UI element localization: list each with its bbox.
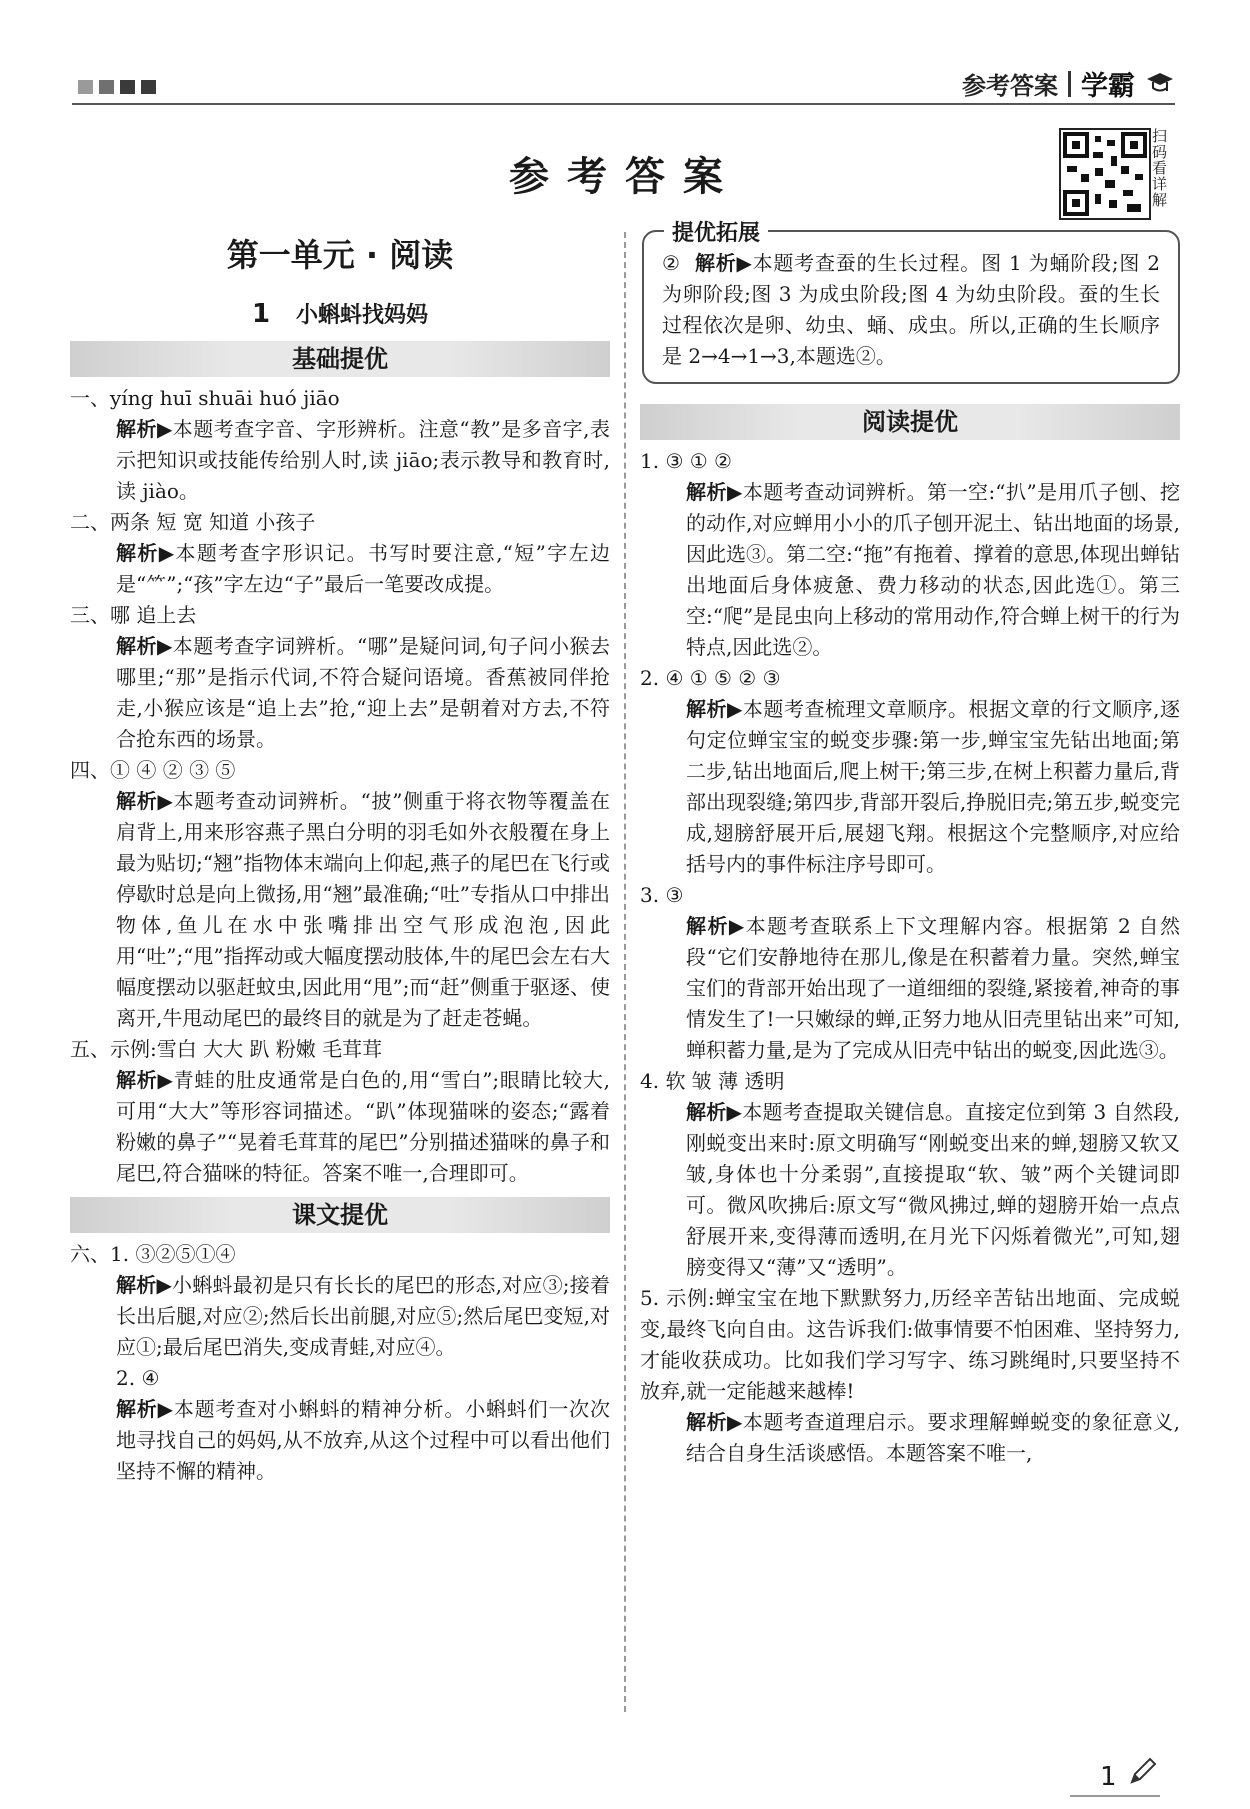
extension-choice: ② — [662, 251, 681, 275]
extension-box — [642, 221, 1180, 384]
explanation-r2 — [640, 694, 1180, 880]
answer-r2: 2. ④ ① ⑤ ② ③ — [640, 666, 781, 690]
explanation-text: 青蛙的肚皮通常是白色的,用“雪白”;眼睛比较大,可用“大大”等形容词描述。“趴”体现猫咪的姿态;“露着粉嫩的鼻子”“晃着毛茸茸的尾巴”分别描述猫咪的鼻子和尾巴,符合猫咪的特征。答案不唯一,合理即可。 — [116, 1068, 611, 1185]
explanation-r4 — [640, 1097, 1180, 1283]
explanation-q2 — [70, 538, 610, 600]
explanation-text: 本题考查字音、字形辨析。注意“教”是多音字,表示把知识或技能传给别人时,读 jiāo;表示教导和教育时,读 jiào。 — [116, 417, 610, 503]
footer-rule — [1070, 1795, 1160, 1797]
answer-r5: 5. 示例:蝉宝宝在地下默默努力,历经辛苦钻出地面、完成蜕变,最终飞向自由。这告诉我们:做事情要不怕困难、坚持努力,才能收获成功。比如我们学习写字、练习跳绳时,只要坚持不放弃,就一定能越来越棒! — [640, 1286, 1180, 1403]
explanation-text: 本题考查道理启示。要求理解蝉蜕变的象征意义,结合自身生活谈感悟。本题答案不唯一, — [686, 1410, 1180, 1465]
explanation-tag: 解析▶ — [694, 251, 753, 275]
answer-q4: 四、① ④ ② ③ ⑤ — [70, 758, 236, 782]
running-header — [962, 64, 1175, 103]
section-basic: 基础提优 — [70, 341, 610, 377]
explanation-tag: 解析▶ — [116, 1068, 174, 1092]
explanation-q6-2 — [70, 1394, 610, 1487]
explanation-tag: 解析▶ — [116, 1397, 174, 1421]
header-rule — [72, 103, 1175, 105]
explanation-text: 小蝌蚪最初是只有长长的尾巴的形态,对应③;接着长出后腿,对应②;然后长出前腿,对应⑤;然后尾巴变短,对应①;最后尾巴消失,变成青蛙,对应④。 — [116, 1273, 610, 1359]
answer-q6-2: 2. ④ — [116, 1366, 160, 1390]
pencil-icon — [1128, 1756, 1158, 1786]
section-text: 课文提优 — [70, 1197, 610, 1233]
extension-box-title: 提优拓展 — [664, 216, 768, 247]
explanation-q1 — [70, 414, 610, 507]
right-column — [640, 221, 1180, 1469]
left-column — [70, 230, 610, 1487]
explanation-text: 本题考查字形识记。书写时要注意,“短”字左边是“⺮”;“孩”字左边“子”最后一笔要改成提。 — [116, 541, 610, 596]
explanation-tag: 解析▶ — [116, 634, 173, 658]
explanation-text: 本题考查对小蝌蚪的精神分析。小蝌蚪们一次次地寻找自己的妈妈,从不放弃,从这个过程中可以看出他们坚持不懈的精神。 — [116, 1397, 610, 1483]
lesson-name: 小蝌蚪找妈妈 — [296, 303, 429, 328]
page-title: 参考答案 — [509, 154, 741, 200]
lesson-number: 1 — [251, 299, 271, 329]
explanation-q3 — [70, 631, 610, 755]
explanation-text: 本题考查字词辨析。“哪”是疑问词,句子问小猴去哪里;“那”是指示代词,不符合疑问语境。香蕉被同伴抢走,小猴应该是“追上去”抢,“迎上去”是朝着对方去,不符合抢东西的场景。 — [116, 634, 610, 751]
section-reading: 阅读提优 — [640, 404, 1180, 440]
explanation-tag: 解析▶ — [116, 541, 176, 565]
explanation-tag: 解析▶ — [686, 697, 743, 721]
explanation-text: 本题考查动词辨析。第一空:“扒”是用爪子刨、挖的动作,对应蝉用小小的爪子刨开泥土、钻出地面的场景,因此选③。第二空:“拖”有拖着、撑着的意思,体现出蝉钻出地面后身体疲惫、费力移动的状态,因此选①。第三空:“爬”是昆虫向上移动的常用动作,符合蝉上树干的行为特点,因此选②。 — [686, 480, 1180, 659]
explanation-tag: 解析▶ — [686, 1410, 743, 1434]
unit-title: 第一单元 · 阅读 — [226, 236, 454, 274]
explanation-r5 — [640, 1407, 1180, 1469]
explanation-r3 — [640, 911, 1180, 1066]
lesson-title — [70, 298, 610, 329]
explanation-text: 本题考查提取关键信息。直接定位到第 3 自然段,刚蜕变出来时:原文明确写“刚蜕变出来的蝉,翅膀又软又皱,身体也十分柔弱”,直接提取“软、皱”两个关键词即可。微风吹拂后:原文写“微风拂过,蝉的翅膀开始一点点舒展开来,变得薄而透明,在月光下闪烁着微光”,可知,翅膀变得又“薄”又“透明”。 — [686, 1100, 1180, 1279]
explanation-text: 本题考查梳理文章顺序。根据文章的行文顺序,逐句定位蝉宝宝的蜕变步骤:第一步,蝉宝宝先钻出地面;第二步,钻出地面后,爬上树干;第三步,在树上积蓄力量后,背部出现裂缝;第四步,背部开裂后,挣脱旧壳;第五步,蜕变完成,翅膀舒展开后,展翅飞翔。根据这个完整顺序,对应给括号内的事件标注序号即可。 — [686, 697, 1180, 876]
answer-q2: 二、两条 短 宽 知道 小孩子 — [70, 510, 316, 534]
explanation-tag: 解析▶ — [116, 1273, 173, 1297]
qr-code-icon[interactable] — [1059, 128, 1151, 220]
explanation-q5 — [70, 1065, 610, 1189]
explanation-text: 本题考查蚕的生长过程。图 1 为蛹阶段;图 2 为卵阶段;图 3 为成虫阶段;图 4 为幼虫阶段。蚕的生长过程依次是卵、幼虫、蛹、成虫。所以,正确的生长顺序是 2→4→1→3,本题选②。 — [662, 251, 1160, 368]
header-answers-label: 参考答案 — [962, 72, 1058, 100]
extension-answer — [662, 248, 1160, 372]
column-divider — [624, 232, 626, 1712]
explanation-tag: 解析▶ — [686, 1100, 743, 1124]
header-brand: 学霸 — [1081, 71, 1135, 102]
answer-r4: 4. 软 皱 薄 透明 — [640, 1069, 785, 1093]
answer-q6-1: 六、1. ③②⑤①④ — [70, 1242, 236, 1266]
qr-caption: 扫码看详解 — [1152, 127, 1168, 209]
answer-q5: 五、示例:雪白 大大 趴 粉嫩 毛茸茸 — [70, 1037, 383, 1061]
explanation-q4 — [70, 786, 610, 1034]
answer-q1: 一、yíng huī shuāi huó jiāo — [70, 386, 340, 410]
explanation-tag: 解析▶ — [686, 480, 743, 504]
explanation-text: 本题考查联系上下文理解内容。根据第 2 自然段“它们安静地待在那儿,像是在积蓄着力量。突然,蝉宝宝们的背部开始出现了一道细细的裂缝,紧接着,神奇的事情发生了!一只嫩绿的蝉,正努力地从旧壳里钻出来”可知,蝉积蓄力量,是为了完成从旧壳中钻出的蜕变,因此选③。 — [686, 914, 1180, 1062]
explanation-tag: 解析▶ — [116, 417, 173, 441]
answer-r1: 1. ③ ① ② — [640, 449, 732, 473]
answer-q3: 三、哪 追上去 — [70, 603, 197, 627]
graduation-cap-icon — [1145, 71, 1175, 97]
header-separator — [1068, 71, 1071, 97]
explanation-tag: 解析▶ — [116, 789, 174, 813]
explanation-r1 — [640, 477, 1180, 663]
explanation-tag: 解析▶ — [686, 914, 746, 938]
answer-r3: 3. ③ — [640, 883, 684, 907]
header-marks — [78, 80, 156, 94]
explanation-text: 本题考查动词辨析。“披”侧重于将衣物等覆盖在肩背上,用来形容燕子黑白分明的羽毛如外衣般覆在身上最为贴切;“翘”指物体末端向上仰起,燕子的尾巴在飞行或停歇时总是向上微扬,用“翘”最准确;“吐”专指从口中排出物体,鱼儿在水中张嘴排出空气形成泡泡,因此用“吐”;“甩”指挥动或大幅度摆动肢体,牛的尾巴会左右大幅度摆动以驱赶蚊虫,因此用“甩”;而“赶”侧重于驱逐、使离开,牛甩动尾巴的最终目的就是为了赶走苍蝇。 — [116, 789, 610, 1030]
page-number: 1 — [1100, 1762, 1117, 1792]
explanation-q6-1 — [70, 1270, 610, 1363]
